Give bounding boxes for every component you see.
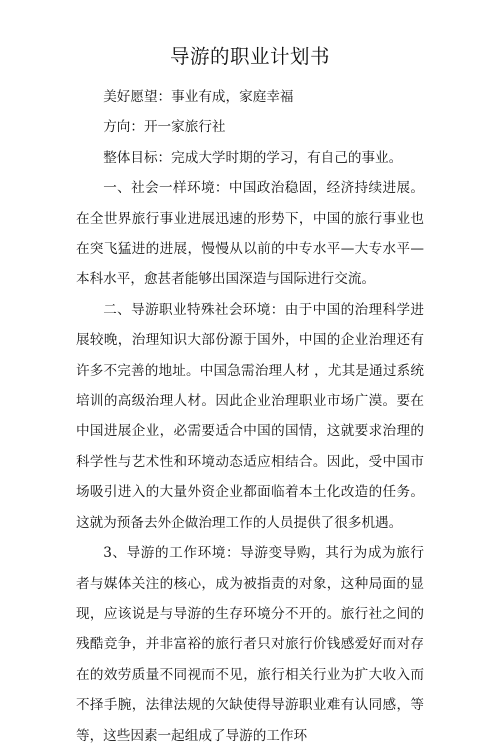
paragraph-special-environment: 二、导游职业特殊社会环境：由于中国的治理科学进展较晚，治理知识大部份源于国外，中国的企业治理还有许多不完善的地址。中国急需治理人材 ，尤其是通过系统培训的高级治理人材。因此企业治理职业市场广漠。要在中国进展企业，必需要适合中国的国情，这就要求治理的科学性与艺术性和环境动态适应相结合。因此，受中国市场吸引进入的大量外资企业都面临着本土化改造的任务。这就为预备去外企做治理工作的人员提供了很多机遇。 (76, 301, 424, 531)
paragraph-social-environment: 一、社会一样环境：中国政治稳固，经济持续进展。在全世界旅行事业进展迅速的形势下，中国的旅行事业也在突飞猛进的进展，慢慢从以前的中专水平—大专水平—本科水平，愈甚者能够出国深造与国际进行交流。 (76, 180, 424, 288)
paragraph-goal: 整体目标：完成大学时期的学习，有自己的事业。 (103, 149, 403, 166)
document-body (76, 82, 424, 751)
document-title: 导游的职业计划书 (169, 45, 330, 68)
paragraph-direction: 方向：开一家旅行社 (103, 119, 226, 136)
paragraph-work-environment: 3、导游的工作环境：导游变导购，其行为成为旅行者与媒体关注的核心，成为被指责的对象，这种局面的显现，应该说是与导游的生存环境分不开的。旅行社之间的残酷竞争，并非富裕的旅行者只对旅行价钱感爱好而对存在的效劳质量不同视而不见，旅行相关行业为扩大收入而不择手腕，法律法规的欠缺使得导游职业难有认同感，等等，这些因素一起组成了导游的工作环 (76, 545, 424, 744)
paragraph-wish: 美好愿望：事业有成，家庭幸福 (103, 89, 294, 105)
